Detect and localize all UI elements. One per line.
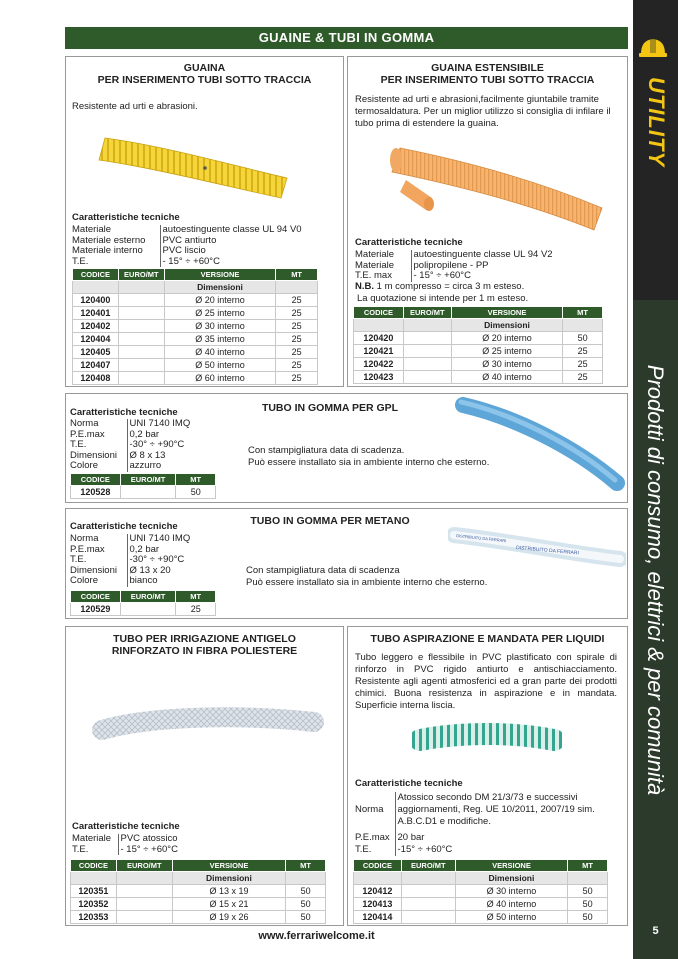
page-number: 5 bbox=[652, 925, 659, 937]
yellow-corrugated-hose-image bbox=[95, 126, 295, 206]
guaina-title: GUAINA PER INSERIMENTO TUBI SOTTO TRACCIA bbox=[97, 62, 312, 86]
table-row: 120404 Ø 35 interno 25 bbox=[73, 333, 318, 346]
reinforced-irrigation-hose-image bbox=[90, 700, 325, 770]
table-row: 120401 Ø 25 interno 25 bbox=[73, 307, 318, 320]
table-row: 120400 Ø 20 interno 25 bbox=[73, 294, 318, 307]
guaina-estensibile-title: GUAINA ESTENSIBILE PER INSERIMENTO TUBI SOTTO TRACCIA bbox=[380, 62, 595, 86]
table-row: 120353 Ø 19 x 26 50 bbox=[71, 911, 326, 924]
aspirazione-table: CODICE EURO/MT VERSIONE MT Dimensioni 120412 Ø 30 interno 50 120413 Ø 40 interno 50 120414 Ø 50 interno 50 bbox=[353, 859, 608, 924]
gpl-description: Con stampigliatura data di scadenza. Può essere installato sia in ambiente interno che esterno. bbox=[248, 445, 490, 468]
hard-hat-icon bbox=[638, 34, 668, 60]
guaina-estensibile-spec-title: Caratteristiche tecniche bbox=[355, 237, 463, 248]
metano-specs: Norma UNI 7140 IMQ P.E.max 0,2 bar T.E. -30° ÷ +90°C Dimensioni Ø 13 x 20 Colore bianco bbox=[70, 533, 191, 586]
table-row: 120529 25 bbox=[71, 603, 216, 616]
orange-extensible-sheath-image bbox=[380, 138, 610, 236]
irrigazione-table: CODICE EURO/MT VERSIONE MT Dimensioni 120351 Ø 13 x 19 50 120352 Ø 15 x 21 50 120353 Ø 19 x 26 50 bbox=[70, 859, 326, 924]
gpl-title: TUBO IN GOMMA PER GPL bbox=[261, 402, 399, 414]
table-row: 120352 Ø 15 x 21 50 bbox=[71, 898, 326, 911]
table-row: 120421 Ø 25 interno 25 bbox=[354, 345, 603, 358]
sidebar-category: UTILITY bbox=[644, 76, 670, 168]
table-row: 120413 Ø 40 interno 50 bbox=[354, 898, 608, 911]
table-row: 120422 Ø 30 interno 25 bbox=[354, 358, 603, 371]
irrigazione-title: TUBO PER IRRIGAZIONE ANTIGELO RINFORZATO IN FIBRA POLIESTERE bbox=[111, 633, 298, 657]
table-row: 120412 Ø 30 interno 50 bbox=[354, 885, 608, 898]
aspirazione-spec-title: Caratteristiche tecniche bbox=[355, 778, 463, 789]
guaina-table: CODICE EURO/MT VERSIONE MT Dimensioni 120400 Ø 20 interno 25 120401 Ø 25 interno 25 120402 Ø 30 interno 25 120404 Ø 35 interno 25 120405 Ø 40 interno 25 120407 Ø 50 interno 25 120408 Ø 60 interno 25 bbox=[72, 268, 318, 385]
guaina-estensibile-specs: Materiale autoestinguente classe UL 94 V2 Materiale polipropilene - PP T.E. max - 15° ÷ +60°C bbox=[355, 249, 553, 281]
irrigazione-specs: Materiale PVC atossico T.E. - 15° ÷ +60°C bbox=[72, 833, 178, 855]
guaina-description: Resistente ad urti e abrasioni. bbox=[72, 101, 198, 112]
hose-print-right: DISTRIBUITO DA FERRARI bbox=[515, 545, 580, 557]
sidebar-subtitle: Prodotti di consumo, elettrici & per comunità bbox=[643, 364, 669, 796]
guaina-estensibile-description: Resistente ad urti e abrasioni,facilmente giuntabile tramite termosaldatura. Per un miglior utilizzo si consiglia di infilare il tubo prima di estendere la guaina. bbox=[355, 94, 611, 129]
aspirazione-specs: Norma Atossico secondo DM 21/3/73 e successivi aggiornamenti, Reg. UE 10/2011, 2007/19 sim. A.B.C.D1 e modifiche. P.E.max 20 bar T.E. -15° ÷ +60°C bbox=[355, 792, 615, 856]
gpl-table: CODICE EURO/MT MT 120528 50 bbox=[70, 473, 216, 499]
metano-description: Con stampigliatura data di scadenza Può essere installato sia in ambiente interno che esterno. bbox=[246, 565, 488, 588]
gpl-spec-title: Caratteristiche tecniche bbox=[70, 407, 178, 418]
table-row: 120423 Ø 40 interno 25 bbox=[354, 371, 603, 384]
blue-gas-hose-image bbox=[455, 397, 625, 499]
aspirazione-description: Tubo leggero e flessibile in PVC plastificato con spirale di rinforzo in PVC rigido antiurto e antischiacciamento. Resistente agli agenti atmosferici ed a gran parte dei prodotti chimici. Buona resistenza in aspirazione e in mandata. Superficie interna liscia. bbox=[355, 652, 617, 711]
metano-title: TUBO IN GOMMA PER METANO bbox=[250, 515, 410, 527]
table-row: 120414 Ø 50 interno 50 bbox=[354, 911, 608, 924]
table-row: 120408 Ø 60 interno 25 bbox=[73, 372, 318, 385]
guaina-estensibile-note: N.B. 1 m compresso = circa 3 m esteso. La quotazione si intende per 1 m esteso. bbox=[355, 281, 529, 304]
irrigazione-spec-title: Caratteristiche tecniche bbox=[72, 821, 180, 832]
white-gas-hose-image bbox=[448, 525, 626, 581]
table-row: 120407 Ø 50 interno 25 bbox=[73, 359, 318, 372]
metano-table: CODICE EURO/MT MT 120529 25 bbox=[70, 590, 216, 616]
gpl-specs: Norma UNI 7140 IMQ P.E.max 0,2 bar T.E. -30° ÷ +90°C Dimensioni Ø 8 x 13 Colore azzurro bbox=[70, 418, 191, 471]
table-row: 120405 Ø 40 interno 25 bbox=[73, 346, 318, 359]
guaina-specs: Materiale autoestinguente classe UL 94 V0 Materiale esterno PVC antiurto Materiale interno PVC liscio T.E. - 15° ÷ +60°C bbox=[72, 224, 302, 267]
metano-spec-title: Caratteristiche tecniche bbox=[70, 521, 178, 532]
guaina-estensibile-table: CODICE EURO/MT VERSIONE MT Dimensioni 120420 Ø 20 interno 50 120421 Ø 25 interno 25 120422 Ø 30 interno 25 120423 Ø 40 interno 25 bbox=[353, 306, 603, 384]
table-row: 120351 Ø 13 x 19 50 bbox=[71, 885, 326, 898]
table-row: 120528 50 bbox=[71, 486, 216, 499]
hose-print-left: DISTRIBUITO DA FERRARI bbox=[455, 533, 507, 544]
table-row: 120402 Ø 30 interno 25 bbox=[73, 320, 318, 333]
table-row: 120420 Ø 20 interno 50 bbox=[354, 332, 603, 345]
footer-url[interactable]: www.ferrariwelcome.it bbox=[258, 930, 375, 942]
section-header: GUAINE & TUBI IN GOMMA bbox=[65, 27, 628, 49]
aspirazione-title: TUBO ASPIRAZIONE E MANDATA PER LIQUIDI bbox=[370, 633, 605, 645]
guaina-spec-title: Caratteristiche tecniche bbox=[72, 212, 180, 223]
suction-delivery-hose-image bbox=[412, 720, 562, 768]
